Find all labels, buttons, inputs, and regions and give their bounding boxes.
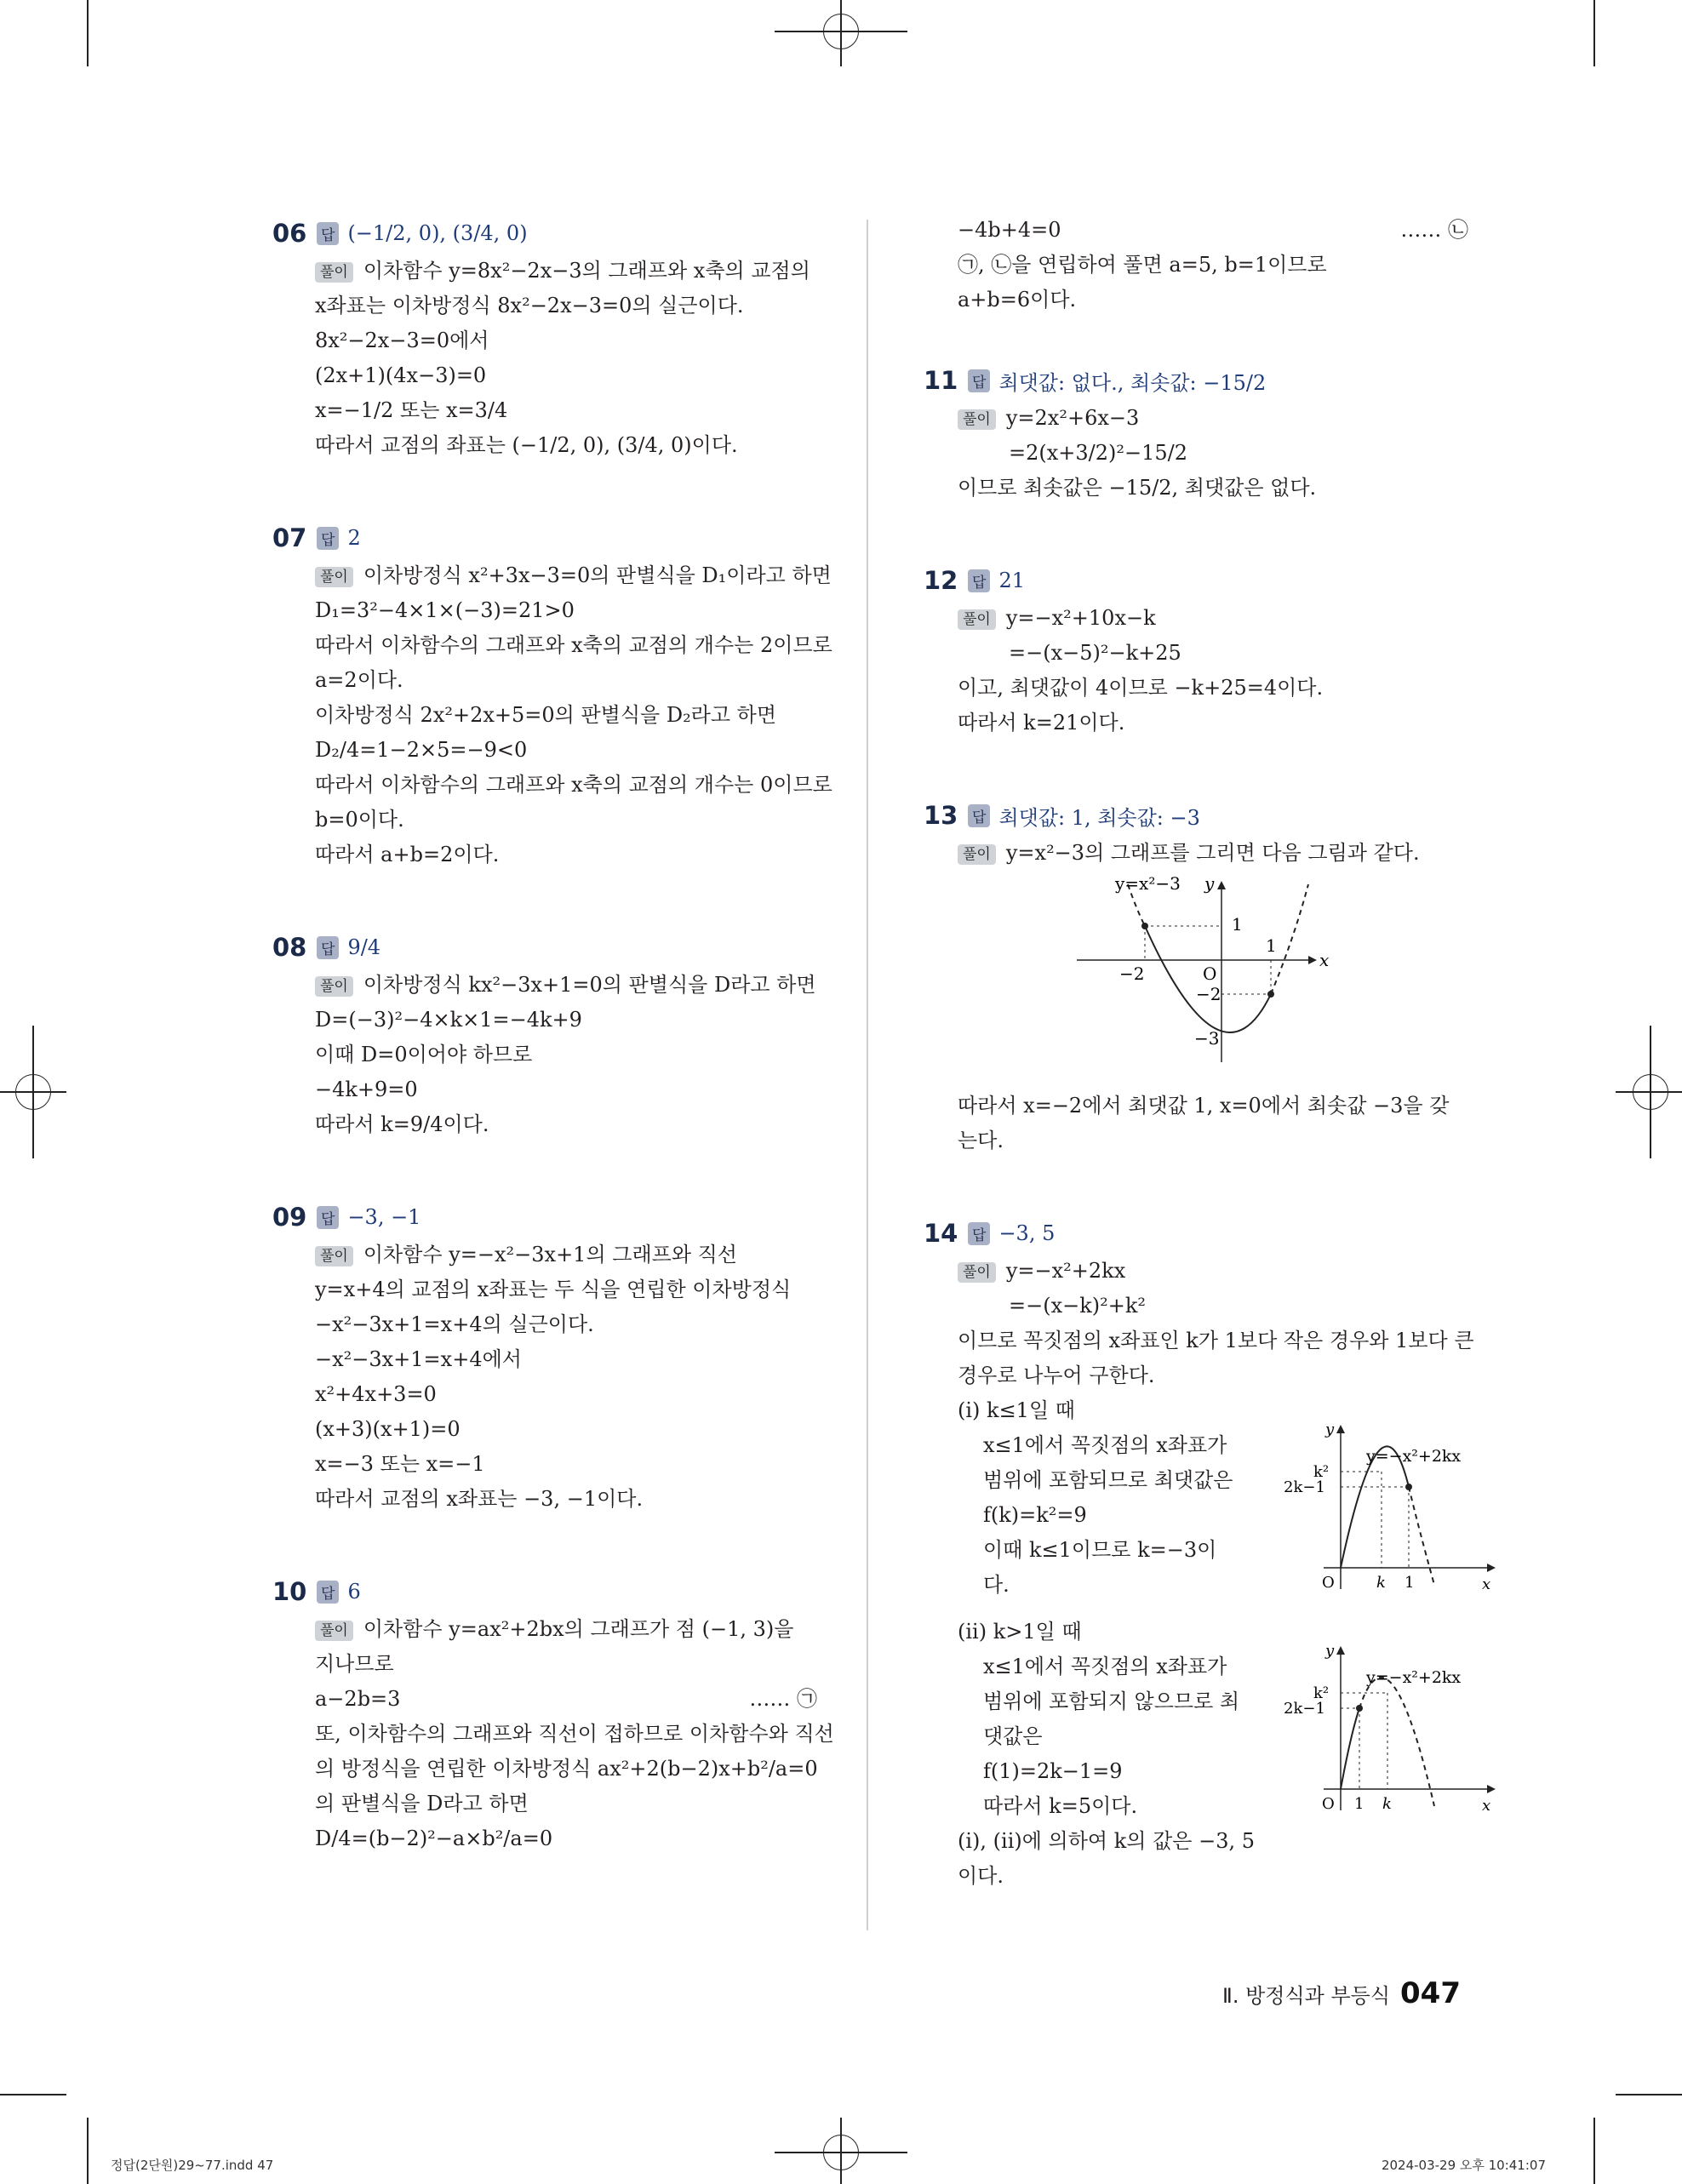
solution-line: f(k)=k²=9 <box>983 1503 1087 1527</box>
solution-line: 지나므로 <box>315 1652 394 1676</box>
solution-line: 이차함수 y=8x²−2x−3의 그래프와 x축의 교점의 <box>363 259 810 283</box>
max-point <box>1141 923 1148 929</box>
tick-label: k <box>1382 1795 1392 1813</box>
solution-line: −4k+9=0 <box>315 1078 418 1101</box>
left-column <box>272 213 834 1911</box>
problem-number: 12 <box>924 566 958 595</box>
solution-line: −4b+4=0 <box>958 218 1061 242</box>
x-axis-label: x <box>1319 950 1330 970</box>
problem-12 <box>924 560 1468 740</box>
solution-line: 따라서 교점의 좌표는 (−1/2, 0), (3/4, 0)이다. <box>315 433 738 457</box>
solution-line: 따라서 교점의 x좌표는 −3, −1이다. <box>315 1487 644 1511</box>
solution-line: 따라서 이차함수의 그래프와 x축의 교점의 개수는 2이므로 <box>315 633 832 657</box>
problem-06 <box>272 213 817 463</box>
solution-badge: 풀이 <box>315 1621 353 1641</box>
crop-mark <box>0 2094 66 2095</box>
y-axis-arrow <box>1336 1425 1345 1433</box>
print-slug-left: 정답(2단원)29~77.indd 47 <box>111 2158 274 2173</box>
solution-line: =−(x−5)²−k+25 <box>1009 641 1181 665</box>
parabola-graph-case2 <box>1281 1640 1502 1819</box>
solution-line: x좌표는 이차방정식 8x²−2x−3=0의 실근이다. <box>315 294 744 317</box>
answer-text: (−1/2, 0), (3/4, 0) <box>347 221 528 245</box>
tick-label: −2 <box>1119 963 1145 984</box>
parabola-graph-case1 <box>1281 1419 1502 1598</box>
solution-badge: 풀이 <box>315 976 353 997</box>
solution-line: 이때 k≤1이므로 k=−3이 <box>983 1538 1217 1562</box>
tick-label: 2k−1 <box>1284 1478 1325 1496</box>
solution-line: (2x+1)(4x−3)=0 <box>315 363 487 387</box>
crop-mark <box>1650 1026 1651 1158</box>
problem-11 <box>924 360 1468 506</box>
problem-number: 14 <box>924 1219 958 1248</box>
crop-mark <box>1593 2118 1595 2184</box>
crop-mark <box>1616 1091 1682 1093</box>
solution-line: 이고, 최댓값이 4이므로 −k+25=4이다. <box>958 676 1324 700</box>
solution-line: a+b=6이다. <box>958 288 1077 312</box>
solution-line: x≤1에서 꼭짓점의 x좌표가 <box>983 1433 1227 1457</box>
solution-line: 경우로 나누어 구한다. <box>958 1364 1155 1387</box>
y-axis-label: y <box>1325 1421 1335 1438</box>
crop-mark <box>87 0 89 66</box>
case-title: (i) k≤1일 때 <box>958 1398 1075 1422</box>
answer-badge: 답 <box>968 569 990 592</box>
equation-marker: …… ㉠ <box>749 1687 817 1711</box>
solution-line: x≤1에서 꼭짓점의 x좌표가 <box>983 1655 1227 1678</box>
answer-text: 9/4 <box>347 935 381 959</box>
column-divider <box>867 220 868 1930</box>
solution-line: 따라서 x=−2에서 최댓값 1, x=0에서 최솟값 −3을 갖 <box>958 1094 1450 1118</box>
page-number: 047 <box>1400 1976 1461 2010</box>
solution-line: x=−1/2 또는 x=3/4 <box>315 398 508 422</box>
solution-line: 이차방정식 2x²+2x+5=0의 판별식을 D₂라고 하면 <box>315 703 777 727</box>
crop-mark <box>1593 0 1595 66</box>
solution-line: 범위에 포함되지 않으므로 최 <box>983 1689 1240 1713</box>
solution-line: 이차함수 y=−x²−3x+1의 그래프와 직선 <box>363 1243 737 1266</box>
x-axis-arrow <box>1487 1564 1496 1572</box>
origin-label: O <box>1322 1574 1335 1592</box>
curve-label: y=−x²+2kx <box>1366 1447 1462 1466</box>
solution-line: 의 판별식을 D라고 하면 <box>315 1792 529 1815</box>
solution-line: −x²−3x+1=x+4에서 <box>315 1347 522 1371</box>
answer-text: −3, −1 <box>347 1205 421 1229</box>
origin-label: O <box>1322 1795 1335 1813</box>
curve-label: y=x²−3 <box>1115 873 1181 894</box>
crop-mark <box>87 2118 89 2184</box>
solution-line: y=x²−3의 그래프를 그리면 다음 그림과 같다. <box>1005 841 1420 865</box>
parabola-dashed <box>1359 1678 1434 1806</box>
right-column <box>924 213 1491 1948</box>
solution-line: =2(x+3/2)²−15/2 <box>1009 441 1187 465</box>
problem-number: 09 <box>272 1203 307 1232</box>
page-footer <box>1222 1976 1461 2010</box>
answer-badge: 답 <box>968 369 990 392</box>
problem-08 <box>272 927 817 1142</box>
case-2 <box>958 1615 1491 1824</box>
solution-line: 범위에 포함되므로 최댓값은 <box>983 1468 1233 1492</box>
problem-10-continued <box>958 213 1468 317</box>
parabola-solid <box>1341 1708 1359 1789</box>
tick-label: k² <box>1313 1463 1330 1481</box>
conclusion-line: 이다. <box>958 1864 1004 1888</box>
answer-text: 6 <box>347 1580 361 1604</box>
solution-line: 이차방정식 kx²−3x+1=0의 판별식을 D라고 하면 <box>363 973 816 997</box>
equation-marker: …… ㉡ <box>1400 218 1468 242</box>
parabola-dashed <box>1409 1487 1434 1585</box>
problem-number: 13 <box>924 801 958 830</box>
tick-label: k <box>1376 1574 1386 1592</box>
solution-line: 따라서 k=9/4이다. <box>315 1112 489 1136</box>
tick-label: 1 <box>1354 1795 1364 1813</box>
solution-line: 다. <box>983 1573 1010 1597</box>
solution-line: 이므로 최솟값은 −15/2, 최댓값은 없다. <box>958 476 1317 500</box>
solution-line: =−(x−k)²+k² <box>1009 1294 1147 1318</box>
solution-line: 따라서 k=5이다. <box>983 1794 1138 1818</box>
solution-badge: 풀이 <box>315 567 353 587</box>
x-axis-arrow <box>1487 1785 1496 1793</box>
tick-label: 1 <box>1266 935 1277 956</box>
answer-text: 2 <box>347 526 361 550</box>
y-axis-label: y <box>1325 1642 1335 1660</box>
solution-line: (x+3)(x+1)=0 <box>315 1417 461 1441</box>
solution-line: D₂/4=1−2×5=−9<0 <box>315 738 528 762</box>
solution-line: 이때 D=0이어야 하므로 <box>315 1043 533 1066</box>
answer-badge: 답 <box>968 1222 990 1245</box>
solution-line: y=2x²+6x−3 <box>1005 406 1140 430</box>
answer-badge: 답 <box>968 804 990 827</box>
problem-number: 06 <box>272 219 307 248</box>
answer-badge: 답 <box>317 1581 339 1604</box>
answer-text: 최댓값: 없다., 최솟값: −15/2 <box>998 370 1267 395</box>
answer-badge: 답 <box>317 527 339 550</box>
solution-line: y=x+4의 교점의 x좌표는 두 식을 연립한 이차방정식 <box>315 1278 792 1301</box>
problem-14 <box>924 1213 1491 1894</box>
solution-line: y=−x²+10x−k <box>1005 606 1156 630</box>
solution-line: 따라서 이차함수의 그래프와 x축의 교점의 개수는 0이므로 <box>315 773 832 797</box>
tick-label: 1 <box>1405 1574 1415 1592</box>
solution-line: 이차함수 y=ax²+2bx의 그래프가 점 (−1, 3)을 <box>363 1617 794 1641</box>
tick-label: −2 <box>1196 984 1221 1004</box>
origin-label: O <box>1203 963 1217 984</box>
crop-mark <box>32 1026 34 1158</box>
problem-07 <box>272 517 832 872</box>
curve-label: y=−x²+2kx <box>1366 1668 1462 1687</box>
point <box>1267 991 1274 998</box>
x-axis-arrow <box>1308 956 1317 964</box>
solution-line: D=(−3)²−4×k×1=−4k+9 <box>315 1008 582 1032</box>
case-title: (ii) k>1일 때 <box>958 1620 1082 1644</box>
answer-text: 최댓값: 1, 최솟값: −3 <box>998 805 1200 830</box>
solution-badge: 풀이 <box>315 1246 353 1266</box>
crop-mark <box>840 2118 842 2184</box>
y-axis-arrow <box>1217 881 1226 889</box>
problem-13 <box>924 795 1468 1158</box>
problem-09 <box>272 1197 817 1517</box>
solution-line: D/4=(b−2)²−a×b²/a=0 <box>315 1827 553 1850</box>
solution-line: 이차방정식 x²+3x−3=0의 판별식을 D₁이라고 하면 <box>363 563 832 587</box>
print-slug-right: 2024-03-29 오후 10:41:07 <box>1381 2158 1546 2173</box>
solution-line: 또, 이차함수의 그래프와 직선이 접하므로 이차함수와 직선 <box>315 1722 834 1746</box>
crop-mark <box>840 0 842 66</box>
solution-line: 8x²−2x−3=0에서 <box>315 329 489 352</box>
solution-line: f(1)=2k−1=9 <box>983 1759 1123 1783</box>
answer-badge: 답 <box>317 222 339 245</box>
tick-label: 2k−1 <box>1284 1700 1325 1718</box>
solution-line: a=2이다. <box>315 668 403 692</box>
section-title: Ⅱ. 방정식과 부등식 <box>1222 1984 1391 2008</box>
x-axis-label: x <box>1482 1575 1491 1593</box>
parabola-graph-13 <box>958 871 1468 1083</box>
y-axis-label: y <box>1204 873 1215 894</box>
solution-line: b=0이다. <box>315 808 404 832</box>
answer-text: 21 <box>998 569 1025 592</box>
solution-line: 댓값은 <box>983 1724 1043 1748</box>
solution-line: 의 방정식을 연립한 이차방정식 ax²+2(b−2)x+b²/a=0 <box>315 1757 818 1781</box>
problem-number: 10 <box>272 1577 307 1606</box>
solution-badge: 풀이 <box>958 609 996 630</box>
solution-line: ㉠, ㉡을 연립하여 풀면 a=5, b=1이므로 <box>958 253 1327 277</box>
solution-badge: 풀이 <box>958 409 996 430</box>
x-axis-label: x <box>1482 1797 1491 1815</box>
solution-line: 따라서 a+b=2이다. <box>315 843 500 866</box>
solution-line: D₁=3²−4×1×(−3)=21>0 <box>315 598 575 622</box>
solution-badge: 풀이 <box>958 1262 996 1283</box>
solution-line: a−2b=3 <box>315 1687 401 1711</box>
solution-line: 따라서 k=21이다. <box>958 711 1125 735</box>
y-axis-arrow <box>1336 1646 1345 1655</box>
answer-badge: 답 <box>317 936 339 959</box>
solution-line: x²+4x+3=0 <box>315 1382 437 1406</box>
problem-number: 08 <box>272 933 307 962</box>
problem-number: 11 <box>924 366 958 395</box>
problem-10 <box>272 1571 834 1856</box>
crop-mark <box>1616 2094 1682 2095</box>
tick-label: −3 <box>1194 1028 1220 1049</box>
answer-text: −3, 5 <box>998 1221 1056 1245</box>
max-point <box>1356 1705 1363 1712</box>
solution-line: y=−x²+2kx <box>1005 1259 1126 1283</box>
case-1 <box>958 1393 1491 1603</box>
problem-number: 07 <box>272 523 307 552</box>
solution-line: x=−3 또는 x=−1 <box>315 1452 485 1476</box>
tick-label: 1 <box>1232 914 1243 935</box>
tick-label: k² <box>1313 1684 1330 1702</box>
conclusion-line: (i), (ii)에 의하여 k의 값은 −3, 5 <box>958 1829 1255 1853</box>
solution-line: 이므로 꼭짓점의 x좌표인 k가 1보다 작은 경우와 1보다 큰 <box>958 1329 1474 1352</box>
point <box>1405 1484 1412 1490</box>
solution-line: −x²−3x+1=x+4의 실근이다. <box>315 1312 594 1336</box>
solution-badge: 풀이 <box>958 844 996 865</box>
solution-badge: 풀이 <box>315 262 353 283</box>
solution-line: 는다. <box>958 1129 1004 1152</box>
answer-badge: 답 <box>317 1206 339 1229</box>
